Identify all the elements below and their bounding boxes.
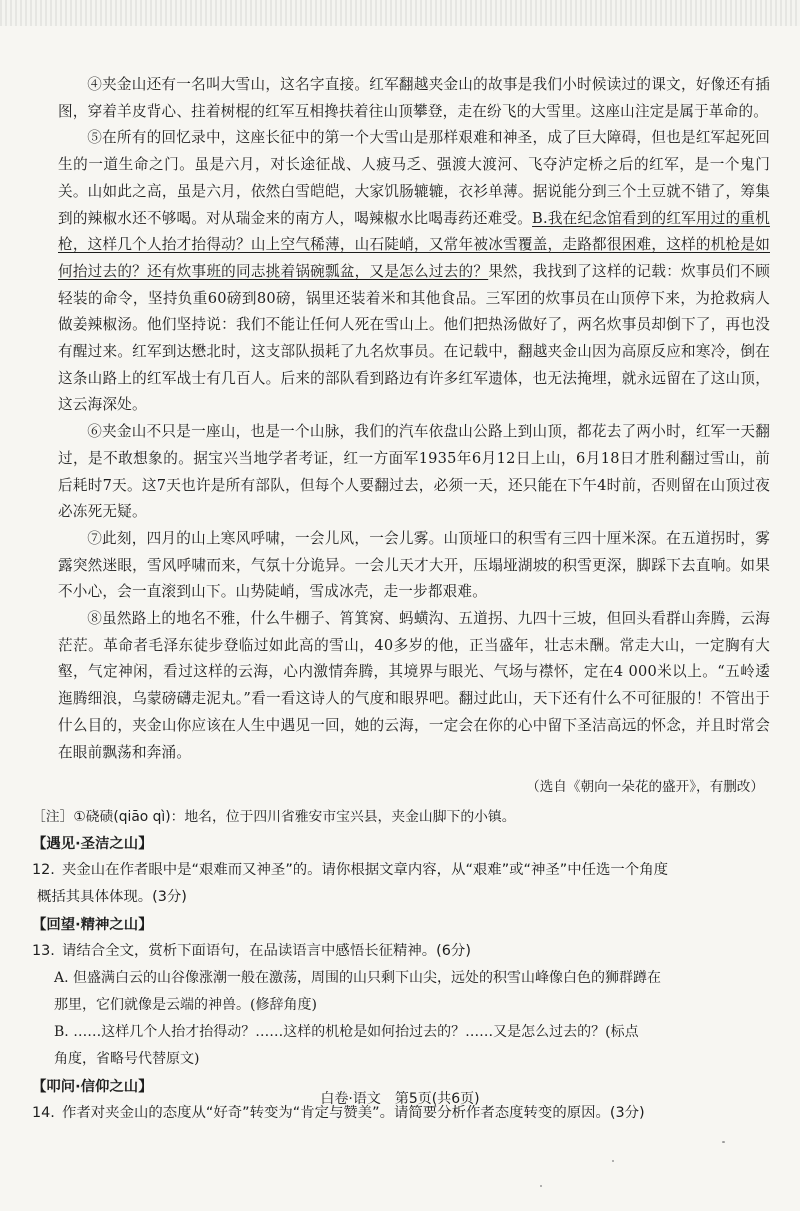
scan-speck bbox=[722, 1141, 725, 1143]
document-body bbox=[32, 72, 770, 1127]
section-heading: 【回望·精神之山】 bbox=[32, 917, 153, 934]
footnote: ［注］①硗碛(qiāo qì)：地名，位于四川省雅安市宝兴县，夹金山脚下的小镇。 bbox=[32, 809, 516, 826]
question-text: 夹金山在作者眼中是“艰难而又神圣”的。请你根据文章内容，从“艰难”或“神圣”中任选一个角度 bbox=[62, 862, 668, 879]
article-paragraph-p6 bbox=[58, 419, 770, 526]
scan-speck bbox=[612, 1160, 614, 1162]
article-paragraph-p5 bbox=[58, 125, 770, 419]
section-heading: 【遇见·圣洁之山】 bbox=[32, 836, 153, 853]
paragraph-text: ⑤在所有的回忆录中，这座长征中的第一个大雪山是那样艰难和神圣，成了巨大障碍，但也是红军起死回生的一道生命之门。虽是六月，对长途征战、人疲马乏、强渡大渡河、飞夺泸定桥之后的红军，是一个鬼门关。山如此之高，虽是六月，依然白雪皑皑，大家饥肠辘辘，衣衫单薄。据说能分到三个土豆就不错了，筹集到的辣椒水还不够喝。对从瑞金来的南方人，喝辣椒水比喝毒药还难受。 bbox=[58, 129, 770, 227]
subquestion-a bbox=[54, 965, 770, 1019]
paragraph-text: ⑥夹金山不只是一座山，也是一个山脉，我们的汽车依盘山公路上到山顶，都花去了两小时，红军一天翻过，是不敢想象的。据宝兴当地学者考证，红一方面军1935年6月12日上山，6月18日才胜利翻过雪山，前后耗时7天。这7天也许是所有部队，但每个人要翻过去，必须一天，还只能在下午4时前，否则留在山顶过夜必冻死无疑。 bbox=[58, 423, 770, 521]
question-text: 作者对夹金山的态度从“好奇”转变为“肯定与赞美”。请简要分析作者态度转变的原因。(3分) bbox=[62, 1105, 645, 1122]
paragraph-text: 果然，我找到了这样的记载：炊事员们不顾轻装的命令，坚持负重60磅到80磅，锅里还装着米和其他食品。三军团的炊事员在山顶停下来，为抢救病人做姜辣椒汤。他们坚持说：我们不能让任何人死在雪山上。他们把热汤做好了，两名炊事员却倒下了，再也没有醒过来。红军到达懋北时，这支部队损耗了九名炊事员。在记载中，翻越夹金山因为高原反应和寒冷，倒在这条山路上的红军战士有几百人。后来的部队看到路边有许多红军遗体，也无法掩埋，就永远留在了这山顶，这云海深处。 bbox=[58, 262, 770, 414]
question-number: 13. bbox=[32, 943, 55, 960]
article-text bbox=[58, 72, 770, 766]
scan-speck bbox=[540, 1185, 542, 1187]
question-number: 14. bbox=[32, 1105, 55, 1122]
article-paragraph-p4 bbox=[58, 72, 770, 125]
underlined-sentence: B.我在纪念馆看到的红军用过的重机枪，这样几个人抬才抬得动？山上空气稀薄，山石陡峭，又常年被冰雪覆盖，走路都很困难，这样的机枪是如何抬过去的？还有炊事班的同志挑着锅碗瓢盆，又是怎么过去的？ bbox=[58, 209, 770, 280]
question-section-2 bbox=[32, 913, 770, 1073]
subquestion-b bbox=[54, 1019, 770, 1073]
section-heading: 【叩问·信仰之山】 bbox=[32, 1079, 153, 1096]
subquestion-text-cont: 那里，它们就像是云端的神兽。(修辞角度) bbox=[54, 997, 317, 1014]
question-13 bbox=[32, 938, 770, 965]
article-paragraph-p8 bbox=[58, 606, 770, 766]
subquestion-text-cont: 角度，省略号代替原文) bbox=[54, 1051, 200, 1068]
paragraph-text: ⑦此刻，四月的山上寒风呼啸，一会儿风，一会儿雾。山顶垭口的积雪有三四十厘米深。在五道拐时，雾露突然迷眼，雪风呼啸而来，气氛十分诡异。一会儿天才大开，压塌垭湖坡的积雪更深，脚踩下去直响。如果不小心，会一直滚到山下。山势陡峭，雪成冰壳，走一步都艰难。 bbox=[58, 529, 770, 601]
page-footer: 白卷·语文 第5页(共6页) bbox=[320, 1091, 480, 1107]
subquestion-text: A. 但盛满白云的山谷像涨潮一般在激荡，周围的山只剩下山尖，远处的积雪山峰像白色的狮群蹲在 bbox=[54, 970, 662, 987]
source-citation: （选自《朝向一朵花的盛开》，有删改） bbox=[526, 779, 764, 796]
article-paragraph-p7 bbox=[58, 526, 770, 606]
question-12 bbox=[32, 857, 770, 911]
question-section-1 bbox=[32, 832, 770, 911]
subquestion-text: B. ……这样几个人抬才抬得动？……这样的机枪是如何抬过去的？……又是怎么过去的？(标点 bbox=[54, 1024, 639, 1041]
question-text-cont: 概括其具体体现。(3分) bbox=[37, 889, 187, 906]
paragraph-text: ⑧虽然路上的地名不雅，什么牛棚子、筲箕窝、蚂蟥沟、五道拐、九四十三坡，但回头看群山奔腾，云海茫茫。革命者毛泽东徒步登临过如此高的雪山，40多岁的他，正当盛年，壮志未酬。常走大山，一定胸有大壑，气定神闲，看过这样的云海，心内激情奔腾，其境界与眼光、气场与襟怀，定在4 000米以上。“五岭逶迤腾细浪，乌蒙磅礴走泥丸。”看一看这诗人的气度和眼界吧。翻过此山，天下还有什么不可征服的！不管出于什么目的，夹金山你应该在人生中遇见一回，她的云海，一定会在你的心中留下圣洁高远的怀念，并且时常会在眼前飘荡和奔涌。 bbox=[58, 610, 770, 761]
question-number: 12. bbox=[32, 862, 55, 879]
paragraph-text: ④夹金山还有一名叫大雪山，这名字直接。红军翻越夹金山的故事是我们小时候读过的课文，好像还有插图，穿着羊皮背心、拄着树棍的红军互相搀扶着往山顶攀登，走在纷飞的大雪里。这座山注定是属于革命的。 bbox=[58, 76, 770, 120]
question-text: 请结合全文，赏析下面语句，在品读语言中感悟长征精神。(6分) bbox=[62, 943, 471, 960]
scan-noise-strip bbox=[0, 0, 800, 26]
